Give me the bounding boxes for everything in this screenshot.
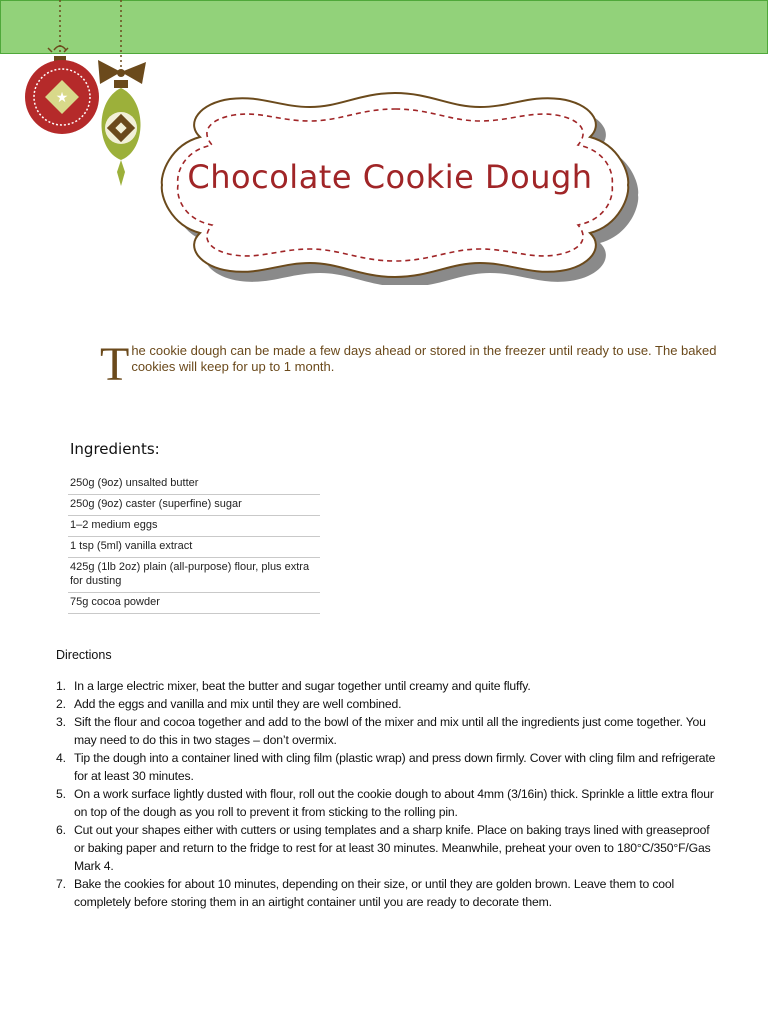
step-number: 6. [56,823,66,837]
ingredient-item: 250g (9oz) unsalted butter [68,474,320,495]
ingredients-heading: Ingredients: [70,440,160,458]
direction-step [56,785,716,821]
intro-text: he cookie dough can be made a few days ahead or stored in the freezer until ready to use. The baked cookies will keep for up to 1 month. [131,343,717,374]
direction-step [56,875,716,911]
step-text: Sift the flour and cocoa together and add to the bowl of the mixer and mix until all the ingredients just come together. You may need to do this in two stages – don’t overmix. [74,715,706,747]
direction-step [56,677,716,695]
directions-list [56,677,716,911]
drop-cap: T [100,338,130,391]
step-number: 2. [56,697,66,711]
ingredient-item: 75g cocoa powder [68,593,320,614]
step-number: 1. [56,679,66,693]
christmas-ornaments-decoration [0,0,170,200]
step-number: 7. [56,877,66,891]
direction-step [56,749,716,785]
red-ornament-icon [25,46,99,134]
ingredient-item: 1 tsp (5ml) vanilla extract [68,537,320,558]
direction-step [56,713,716,749]
directions-heading: Directions [56,648,112,662]
direction-step [56,821,716,875]
step-number: 4. [56,751,66,765]
svg-text:★: ★ [55,90,69,106]
step-text: Add the eggs and vanilla and mix until they are well combined. [74,697,402,711]
ingredients-list [68,474,320,614]
step-text: On a work surface lightly dusted with flour, roll out the cookie dough to about 4mm (3/16in) thick. Sprinkle a little extra flour on top of the dough as you roll to prevent it from sticking to the rolling pin. [74,787,714,819]
ingredient-item: 1–2 medium eggs [68,516,320,537]
direction-step [56,695,716,713]
ingredient-item: 425g (1lb 2oz) plain (all-purpose) flour, plus extra for dusting [68,558,320,593]
step-text: Bake the cookies for about 10 minutes, depending on their size, or until they are golden brown. Leave them to cool completely before storing them in an airtight container until you are ready to decorate them. [74,877,675,909]
intro-paragraph [100,338,720,391]
step-text: Tip the dough into a container lined with cling film (plastic wrap) and press down firmly. Cover with cling film and refrigerate for at least 30 minutes. [74,751,716,783]
step-text: Cut out your shapes either with cutters or using templates and a sharp knife. Place on baking trays lined with greaseproof or baking paper and return to the fridge to rest for at least 30 minutes. Meanwhile, preheat your oven to 180°C/350°F/Gas Mark 4. [74,823,711,873]
step-number: 3. [56,715,66,729]
ingredient-item: 250g (9oz) caster (superfine) sugar [68,495,320,516]
step-text: In a large electric mixer, beat the butter and sugar together until creamy and quite fluffy. [74,679,531,693]
green-ornament-icon [98,60,146,186]
step-number: 5. [56,787,66,801]
page-title: Chocolate Cookie Dough [187,158,593,196]
